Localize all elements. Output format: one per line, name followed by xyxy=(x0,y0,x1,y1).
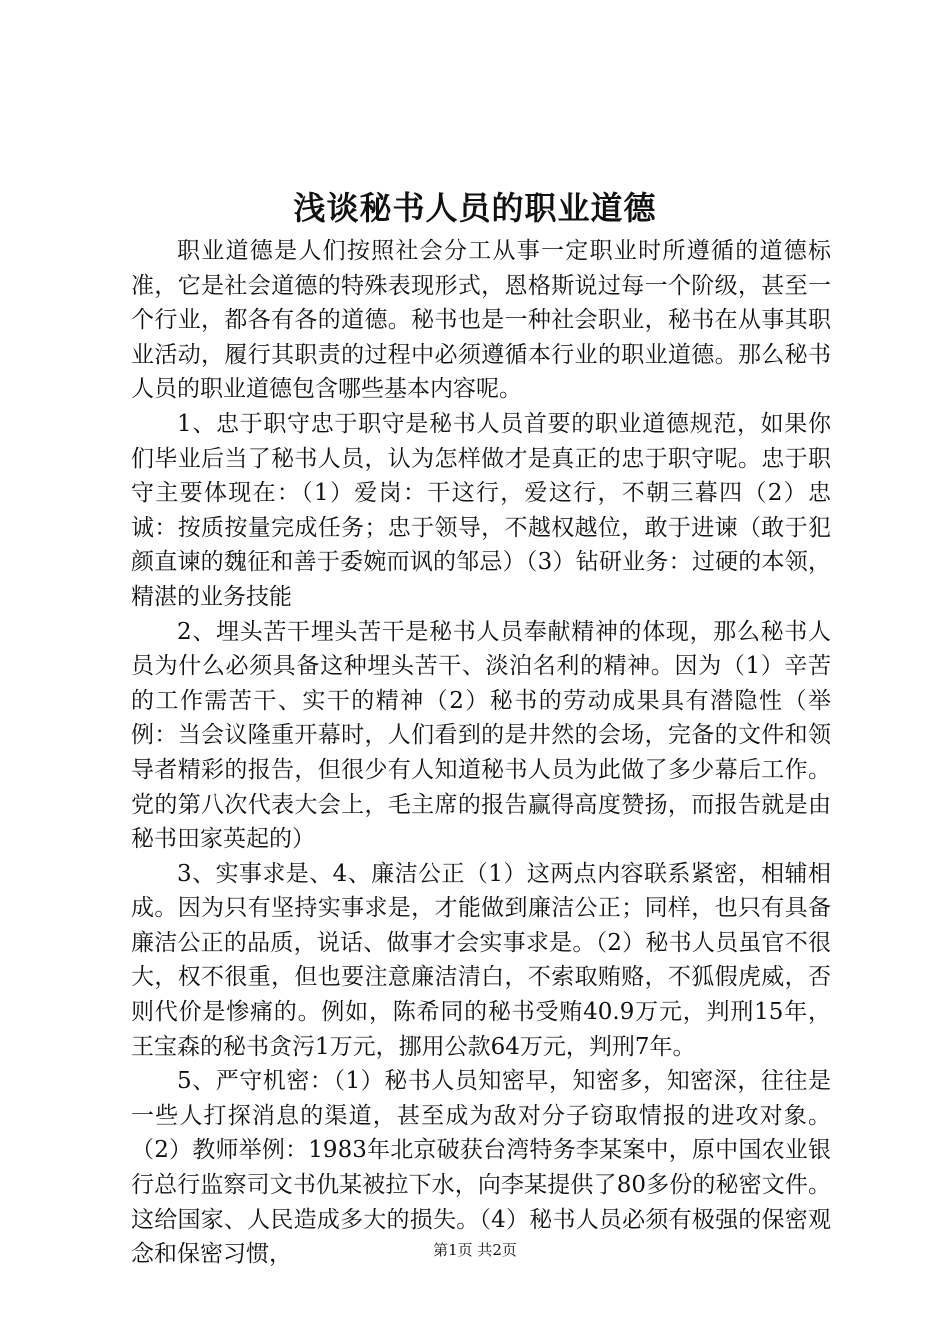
paragraph-loyalty: 1、忠于职守忠于职守是秘书人员首要的职业道德规范，如果你们毕业后当了秘书人员，认为怎样做才是真正的忠于职守呢。忠于职守主要体现在：（1）爱岗：干这行，爱这行，不朝三暮四（2）忠诚：按质按量完成任务；忠于领导，不越权越位，敢于进谏（敢于犯颜直谏的魏征和善于委婉而讽的邹忌）（3）钻研业务：过硬的本领，精湛的业务技能 xyxy=(131,410,831,610)
document-body xyxy=(131,234,831,1272)
paragraph-hard-work: 2、埋头苦干埋头苦干是秘书人员奉献精神的体现，那么秘书人员为什么必须具备这种埋头苦干、淡泊名利的精神。因为（1）辛苦的工作需苦干、实干的精神（2）秘书的劳动成果具有潜隐性（举例：当会议隆重开幕时，人们看到的是井然的会场，完备的文件和领导者精彩的报告，但很少有人知道秘书人员为此做了多少幕后工作。党的第八次代表大会上，毛主席的报告赢得高度赞扬，而报告就是由秘书田家英起的） xyxy=(131,618,831,853)
document-title: 浅谈秘书人员的职业道德 xyxy=(293,189,657,227)
page-number-footer: 第1页 共2页 xyxy=(433,1241,517,1259)
paragraph-intro: 职业道德是人们按照社会分工从事一定职业时所遵循的道德标准，它是社会道德的特殊表现形式，恩格斯说过每一个阶级，甚至一个行业，都各有各的道德。秘书也是一种社会职业，秘书在从事其职业活动，履行其职责的过程中必须遵循本行业的职业道德。那么秘书人员的职业道德包含哪些基本内容呢。 xyxy=(131,238,831,403)
paragraph-confidentiality: 5、严守机密：（1）秘书人员知密早，知密多，知密深，往往是一些人打探消息的渠道，甚至成为敌对分子窃取情报的进攻对象。（2）教师举例：1983年北京破获台湾特务李某案中，原中国农业银行总行监察司文书仇某被拉下水，向李某提供了80多份的秘密文件。这给国家、人民造成多大的损失。（4）秘书人员必须有极强的保密观念和保密习惯， xyxy=(131,1068,831,1268)
paragraph-integrity: 3、实事求是、4、廉洁公正（1）这两点内容联系紧密，相辅相成。因为只有坚持实事求是，才能做到廉洁公正；同样，也只有具备廉洁公正的品质，说话、做事才会实事求是。（2）秘书人员虽官不很大，权不很重，但也要注意廉洁清白，不索取贿赂，不狐假虎威，否则代价是惨痛的。例如，陈希同的秘书受贿40.9万元，判刑15年，王宝森的秘书贪污1万元，挪用公款64万元，判刑7年。 xyxy=(131,860,831,1060)
